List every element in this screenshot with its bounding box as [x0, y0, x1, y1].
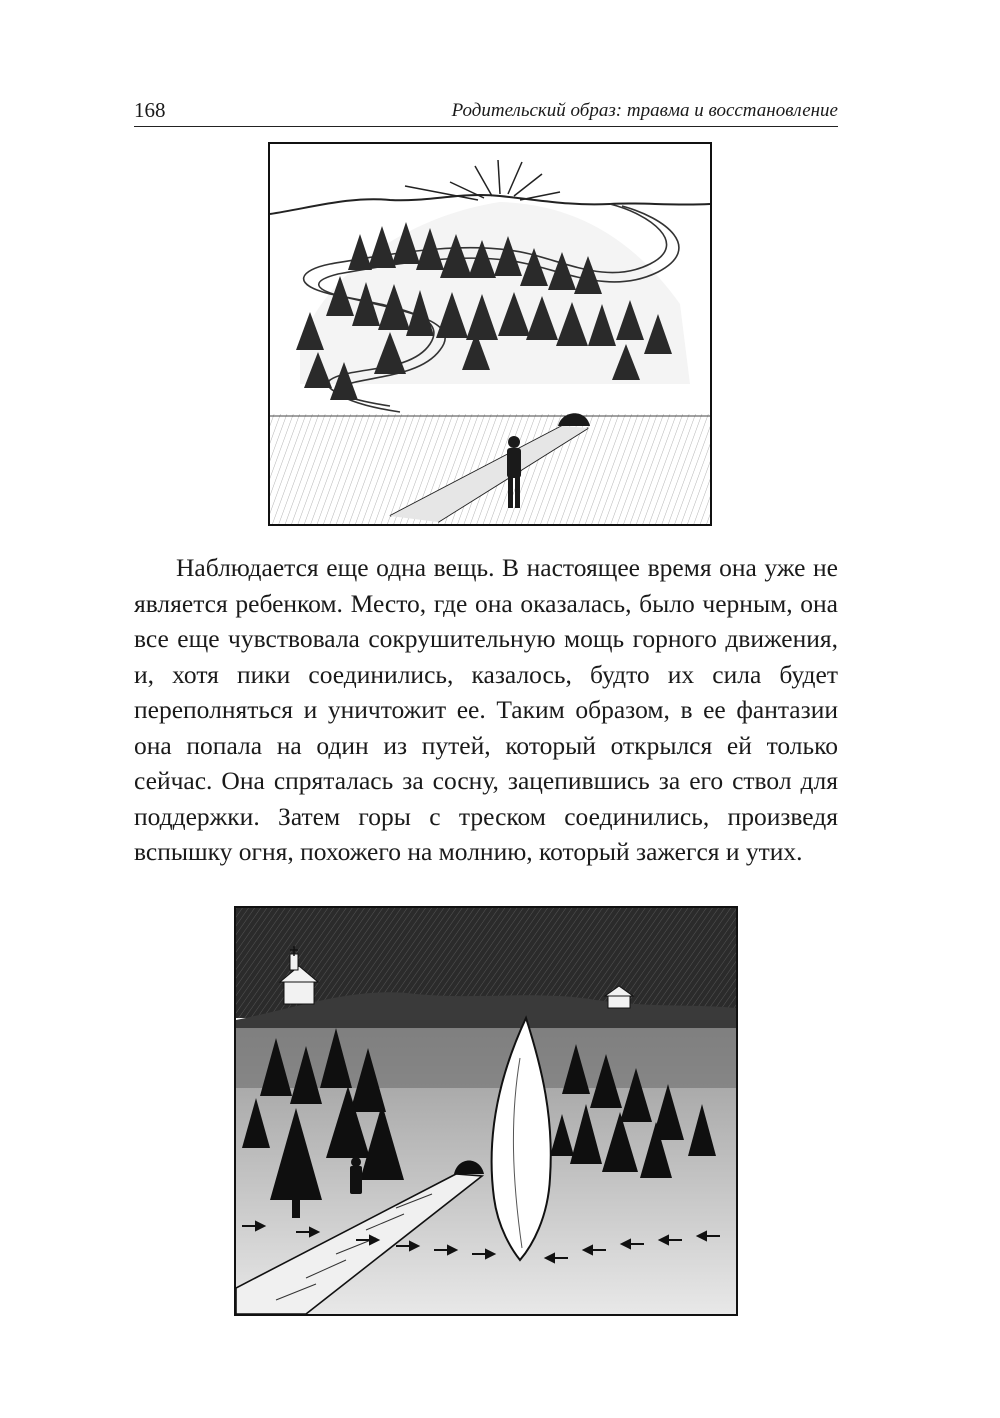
page-header	[134, 96, 838, 127]
page-number: 168	[134, 98, 166, 122]
illustration-mountain-path	[268, 142, 712, 526]
sun-icon	[405, 160, 560, 200]
illustration-mountain-flame	[234, 906, 738, 1316]
hidden-person-icon	[350, 1157, 362, 1194]
body-paragraph: Наблюдается еще одна вещь. В настоящее время она уже не является ребенком. Место, где она оказалась, было черным, она все еще чувствовала сокрушительную мощь горного движения, и, хотя пики соединились, казалось, будто их сила будет переполняться и уничтожит ее. Таким образом, в ее фантазии она попала на один из путей, который открылся ей только сейчас. Она спряталась за сосну, зацепившись за его ствол для поддержки. Затем горы с треском соединились, произведя вспышку огня, похожего на молнию, который зажегся и утих.	[134, 553, 838, 866]
running-title: Родительский образ: травма и восстановление	[451, 100, 838, 121]
